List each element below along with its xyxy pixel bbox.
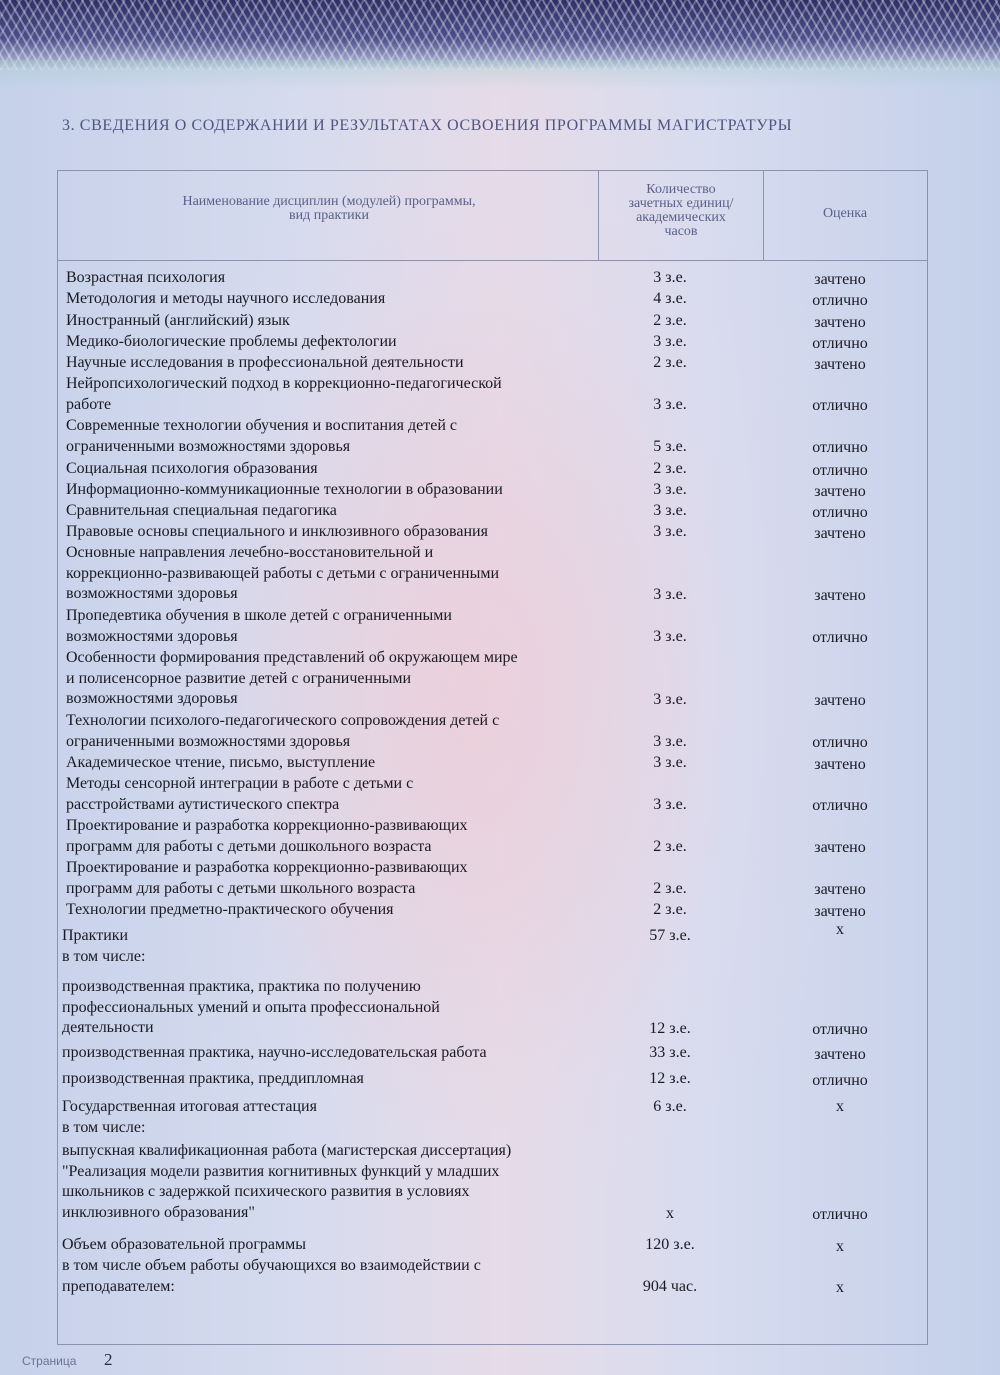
discipline-name — [66, 900, 586, 921]
discipline-name — [66, 268, 586, 289]
discipline-name — [62, 1235, 582, 1256]
discipline-name — [62, 1069, 582, 1090]
discipline-name-line: преподавателем: — [62, 1277, 175, 1295]
security-pattern-fade — [0, 60, 1000, 90]
grade: отлично — [812, 397, 868, 414]
discipline-name — [66, 311, 586, 332]
discipline-name-line: возможностями здоровья — [66, 690, 238, 707]
grade: x — [836, 1098, 844, 1115]
credit-units: 2 з.е. — [653, 354, 687, 371]
grade: x — [836, 921, 844, 938]
discipline-name-line: Научные исследования в профессиональной деятельности — [66, 354, 464, 371]
discipline-name-line: в том числе: — [62, 947, 146, 965]
discipline-name — [66, 501, 586, 522]
discipline-name-line: выпускная квалификационная работа (магистерская диссертация) — [62, 1142, 512, 1159]
discipline-name-line: профессиональных умений и опыта профессиональной — [62, 998, 440, 1016]
discipline-name — [66, 353, 586, 374]
section-title: 3. СВЕДЕНИЯ О СОДЕРЖАНИИ И РЕЗУЛЬТАТАХ ОСВОЕНИЯ ПРОГРАММЫ МАГИСТРАТУРЫ — [62, 117, 793, 134]
discipline-name-line: ограниченными возможностями здоровья — [66, 437, 351, 455]
header-discipline: Наименование дисциплин (модулей) программы, вид практики — [182, 194, 476, 223]
grade: x — [836, 1279, 844, 1296]
grade: зачтено — [814, 525, 866, 542]
grade: отлично — [812, 462, 868, 479]
discipline-name-line: Академическое чтение, письмо, выступление — [66, 754, 376, 771]
discipline-name-line: ограниченными возможностями здоровья — [66, 732, 351, 750]
credit-units: 3 з.е. — [653, 502, 687, 519]
discipline-name-line: Нейропсихологический подход в коррекционно-педагогической — [66, 375, 502, 392]
grade: зачтено — [814, 314, 866, 331]
discipline-name-line: Методы сенсорной интеграции в работе с детьми с — [66, 775, 414, 792]
credit-units: 3 з.е. — [653, 733, 687, 750]
credit-units: 2 з.е. — [653, 901, 687, 918]
grade: зачтено — [814, 692, 866, 709]
discipline-name-line: Правовые основы специального и инклюзивного образования — [66, 523, 488, 540]
grade: отлично — [812, 734, 868, 751]
discipline-name-line: "Реализация модели развития когнитивных функций у младших — [62, 1162, 500, 1180]
credit-units: 3 з.е. — [653, 796, 687, 813]
discipline-name-line: Проектирование и разработка коррекционно-развивающих — [66, 859, 468, 876]
discipline-name-line: Иностранный (английский) язык — [66, 312, 290, 329]
discipline-name-line: в том числе объем работы обучающихся во взаимодействии с — [62, 1257, 481, 1274]
credit-units: 5 з.е. — [653, 438, 687, 455]
discipline-name — [66, 648, 586, 710]
credit-units: 3 з.е. — [653, 396, 687, 413]
credit-units: 3 з.е. — [653, 628, 687, 645]
discipline-name-line: и полисенсорное развитие детей с ограниченными — [66, 669, 412, 687]
discipline-name — [66, 522, 586, 543]
header-divider-2 — [763, 170, 764, 260]
credit-units: 3 з.е. — [653, 269, 687, 286]
grade: x — [836, 1238, 844, 1255]
grade: зачтено — [814, 587, 866, 604]
grade: зачтено — [814, 483, 866, 500]
discipline-name — [66, 774, 586, 815]
discipline-name-line: Государственная итоговая аттестация — [62, 1098, 317, 1115]
grade: отлично — [812, 1021, 868, 1038]
grade: отлично — [812, 504, 868, 521]
discipline-name-line: Информационно-коммуникационные технологии в образовании — [66, 481, 503, 498]
discipline-name-line: Сравнительная специальная педагогика — [66, 502, 337, 519]
discipline-name-line: деятельности — [62, 1019, 154, 1036]
discipline-name-line: расстройствами аутистического спектра — [66, 795, 340, 813]
discipline-name — [62, 1141, 582, 1223]
credit-units: 2 з.е. — [653, 880, 687, 897]
discipline-name-line: Объем образовательной программы — [62, 1236, 307, 1253]
discipline-name — [62, 1256, 582, 1297]
discipline-name — [66, 332, 586, 353]
header-bottom-rule — [57, 260, 928, 261]
discipline-name — [66, 289, 586, 310]
discipline-name — [62, 926, 582, 967]
credit-units: 3 з.е. — [653, 523, 687, 540]
discipline-name-line: Социальная психология образования — [66, 460, 318, 477]
discipline-name-line: Особенности формирования представлений об окружающем мире — [66, 649, 518, 666]
discipline-name — [66, 480, 586, 501]
discipline-name-line: Технологии предметно-практического обучения — [66, 901, 394, 918]
credit-units: 3 з.е. — [653, 754, 687, 771]
discipline-name — [66, 858, 586, 899]
credit-units: 57 з.е. — [649, 927, 691, 944]
grade: отлично — [812, 439, 868, 456]
credit-units: 33 з.е. — [649, 1044, 691, 1061]
discipline-name-line: Современные технологии обучения и воспитания детей с — [66, 417, 458, 434]
discipline-name — [62, 977, 582, 1039]
discipline-name-line: Практики — [62, 927, 129, 944]
grade: зачтено — [814, 881, 866, 898]
header-divider-1 — [598, 170, 599, 260]
credit-units: 3 з.е. — [653, 691, 687, 708]
discipline-name-line: производственная практика, научно-исследовательская работа — [62, 1044, 487, 1061]
grade: отлично — [812, 629, 868, 646]
discipline-name-line: инклюзивного образования" — [62, 1203, 255, 1221]
discipline-name-line: школьников с задержкой психического развития в условиях — [62, 1183, 470, 1200]
discipline-name — [66, 543, 586, 605]
discipline-name-line: работе — [66, 395, 112, 413]
discipline-name-line: Пропедевтика обучения в школе детей с ограниченными — [66, 607, 452, 624]
header-units: Количество зачетных единиц/ академических часов — [628, 182, 734, 239]
discipline-name-line: возможностями здоровья — [66, 627, 238, 645]
grade: отлично — [812, 1206, 868, 1223]
discipline-name-line: программ для работы с детьми дошкольного возраста — [66, 837, 432, 855]
discipline-name-line: Технологии психолого-педагогического сопровождения детей с — [66, 712, 500, 729]
credit-units: 120 з.е. — [645, 1236, 695, 1253]
page-number: 2 — [104, 1350, 113, 1369]
grade: зачтено — [814, 839, 866, 856]
grade: отлично — [812, 335, 868, 352]
grade: зачтено — [814, 356, 866, 373]
discipline-name-line: Возрастная психология — [66, 269, 226, 286]
discipline-name-line: производственная практика, преддипломная — [62, 1070, 364, 1087]
discipline-name — [62, 1043, 582, 1064]
credit-units: 3 з.е. — [653, 333, 687, 350]
discipline-name-line: программ для работы с детьми школьного возраста — [66, 879, 416, 897]
credit-units: 12 з.е. — [649, 1070, 691, 1087]
grade: зачтено — [814, 756, 866, 773]
discipline-name-line: Медико-биологические проблемы дефектологии — [66, 333, 397, 350]
discipline-name — [66, 606, 586, 647]
discipline-name-line: Проектирование и разработка коррекционно-развивающих — [66, 817, 468, 834]
discipline-name-line: коррекционно-развивающей работы с детьми с ограниченными — [66, 564, 500, 582]
discipline-name — [66, 416, 586, 457]
header-grade: Оценка — [822, 206, 868, 221]
discipline-name — [66, 459, 586, 480]
credit-units: 12 з.е. — [649, 1020, 691, 1037]
discipline-name — [66, 374, 586, 415]
credit-units: x — [666, 1205, 674, 1222]
discipline-name — [62, 1097, 582, 1138]
credit-units: 904 час. — [642, 1278, 698, 1295]
credit-units: 3 з.е. — [653, 586, 687, 603]
grade: зачтено — [814, 271, 866, 288]
discipline-name — [66, 816, 586, 857]
grade: зачтено — [814, 903, 866, 920]
credit-units: 2 з.е. — [653, 460, 687, 477]
grade: зачтено — [814, 1046, 866, 1063]
page-label: Страница — [22, 1354, 77, 1368]
grade: отлично — [812, 1072, 868, 1089]
credit-units: 6 з.е. — [653, 1098, 687, 1115]
credit-units: 2 з.е. — [653, 312, 687, 329]
discipline-name-line: возможностями здоровья — [66, 585, 238, 602]
discipline-name-line: производственная практика, практика по получению — [62, 978, 421, 995]
grade: отлично — [812, 797, 868, 814]
discipline-name-line: в том числе: — [62, 1118, 146, 1136]
credit-units: 4 з.е. — [653, 290, 687, 307]
grade: отлично — [812, 292, 868, 309]
discipline-name-line: Основные направления лечебно-восстановительной и — [66, 544, 434, 561]
discipline-name-line: Методология и методы научного исследования — [66, 290, 386, 307]
credit-units: 3 з.е. — [653, 481, 687, 498]
discipline-name — [66, 711, 586, 752]
credit-units: 2 з.е. — [653, 838, 687, 855]
discipline-name — [66, 753, 586, 774]
